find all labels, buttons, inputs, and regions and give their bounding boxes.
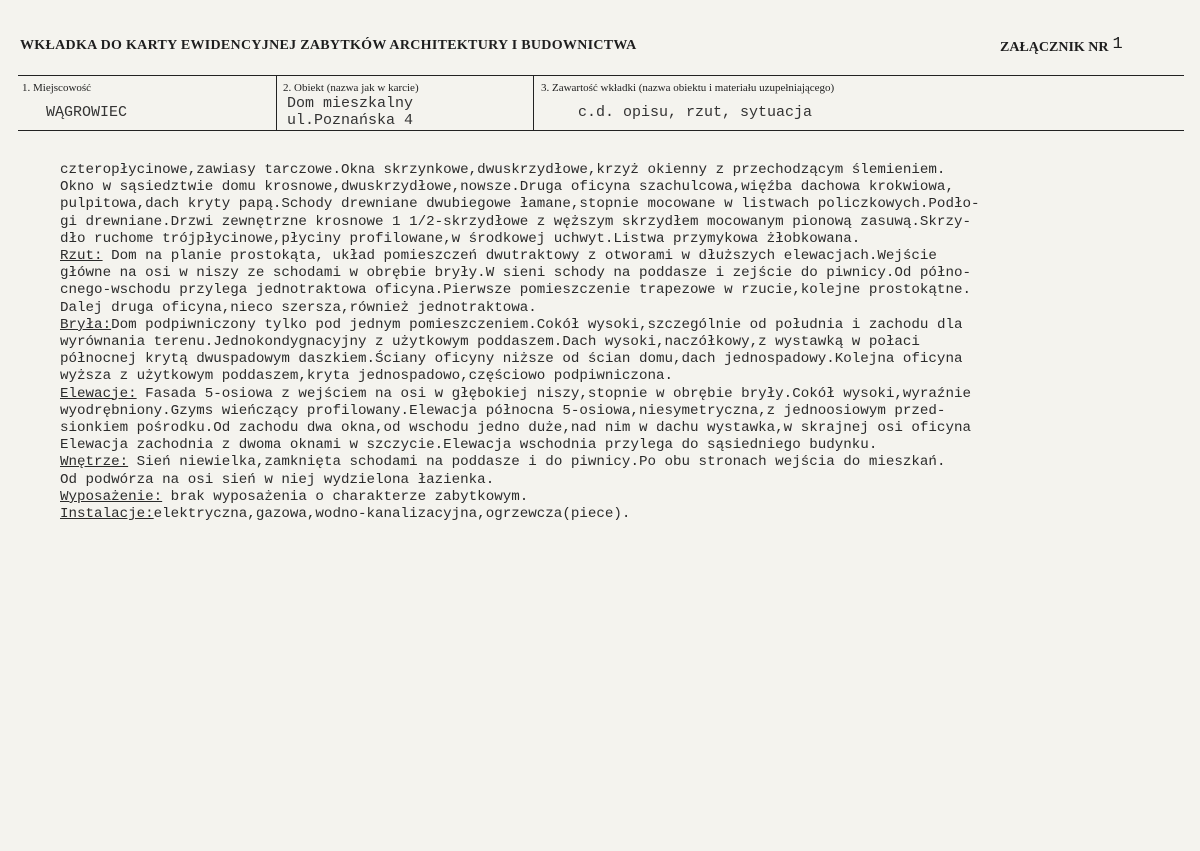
description-text <box>60 162 1180 523</box>
locality-label: 1. Miejscowość <box>22 82 92 94</box>
form-title: WKŁADKA DO KARTY EWIDENCYJNEJ ZABYTKÓW ARCHITEKTURY I BUDOWNICTWA <box>20 38 637 53</box>
text-line: północnej krytą dwuspadowym daszkiem.Ściany oficyny niższe od ścian domu,dach jednospadowy.Kolejna oficyna <box>60 351 963 368</box>
text-line <box>60 386 1180 403</box>
text-line: Dalej druga oficyna,nieco szersza,również jednotraktowa. <box>60 299 537 316</box>
text-line: główne na osi w niszy ze schodami w obrębie bryły.W sieni schody na poddasze i zejście do piwnicy.Od półno- <box>60 265 971 282</box>
text-line: wyodrębniony.Gzyms wieńczący profilowany.Elewacja północna 5-osiowa,niesymetryczna,z jednoosiowym przed- <box>60 402 946 419</box>
text-line: czteropłycinowe,zawiasy tarczowe.Okna skrzynkowe,dwuskrzydłowe,krzyż okienny z przechodzącym ślemieniem. <box>60 162 946 178</box>
text-line: Okno w sąsiedztwie domu krosnowe,dwuskrzydłowe,nowsze.Druga oficyna szachulcowa,więźba dachowa krokwiowa, <box>60 179 954 196</box>
text-line: pulpitowa,dach kryty papą.Schody drewniane dwubiegowe łamane,stopnie mocowane w listwach policzkowych.Podło- <box>60 196 980 213</box>
section-heading-bryla: Bryła: <box>60 316 112 333</box>
text-line <box>60 506 1180 523</box>
text-line <box>60 317 1180 334</box>
text-line <box>60 454 1180 471</box>
text-segment: elektryczna,gazowa,wodno-kanalizacyjna,ogrzewcza(piece). <box>153 506 631 523</box>
section-heading-elewacje: Elewacje: <box>60 385 137 402</box>
field-divider-1 <box>276 75 277 130</box>
text-line: Elewacja zachodnia z dwoma oknami w szczycie.Elewacja wschodnia przylega do sąsiedniego budynku. <box>60 437 878 454</box>
text-segment: brak wyposażenia o charakterze zabytkowym. <box>162 488 529 505</box>
object-value-line2: ul.Poznańska 4 <box>287 112 414 129</box>
section-heading-wyposazenie: Wyposażenie: <box>60 488 163 505</box>
text-line: wyrównania terenu.Jednokondygnacyjny z użytkowym poddaszem.Dach wysoki,naczółkowy,z wystawką w połaci <box>60 334 920 351</box>
text-line: gi drewniane.Drzwi zewnętrzne krosnowe 1 1/2-skrzydłowe z węższym skrzydłem mocowanym pionową zasuwą.Skrzy- <box>60 213 971 230</box>
text-segment: Sień niewielka,zamknięta schodami na poddasze i do piwnicy.Po obu stronach wejścia do mieszkań. <box>128 454 946 471</box>
text-segment: Dom na planie prostokąta, układ pomieszczeń dwutraktowy z otworami w dłuższych elewacjach.Wejście <box>102 248 937 265</box>
text-segment: Dom podpiwniczony tylko pod jednym pomieszczeniem.Cokół wysoki,szczególnie od południa i zachodu dla <box>111 316 963 333</box>
object-label: 2. Obiekt (nazwa jak w karcie) <box>283 82 419 94</box>
section-heading-rzut: Rzut: <box>60 248 103 265</box>
section-heading-instalacje: Instalacje: <box>60 506 154 523</box>
object-value-line1: Dom mieszkalny <box>287 95 414 112</box>
text-line: dło ruchome trójpłycinowe,płyciny profilowane,w środkowej uchwyt.Listwa przymykowa żłobkowana. <box>60 230 861 247</box>
header-top-rule <box>18 75 1184 76</box>
text-line: sionkiem pośrodku.Od zachodu dwa okna,od wschodu jedno duże,nad nim w dachu wystawka,w skrajnej osi oficyna <box>60 420 971 437</box>
header-bottom-rule <box>18 130 1184 131</box>
text-line: cnego-wschodu przylega jednotraktowa oficyna.Pierwsze pomieszczenie trapezowe w rzucie,kolejne prostokątne. <box>60 282 971 299</box>
annex-number <box>1000 35 1123 57</box>
text-line <box>60 248 1180 265</box>
section-heading-wnetrze: Wnętrze: <box>60 454 129 471</box>
text-line <box>60 489 1180 506</box>
text-line: Od podwórza na osi sień w niej wydzielona łazienka. <box>60 471 495 488</box>
locality-value: WĄGROWIEC <box>46 104 128 121</box>
field-divider-2 <box>533 75 534 130</box>
annex-label: ZAŁĄCZNIK NR <box>1000 40 1109 55</box>
contents-value: c.d. opisu, rzut, sytuacja <box>578 104 813 121</box>
text-line: wyższa z użytkowym poddaszem,kryta jednospadowo,częściowo podpiwniczona. <box>60 368 673 385</box>
contents-label: 3. Zawartość wkładki (nazwa obiektu i materiału uzupełniającego) <box>541 82 835 94</box>
text-segment: Fasada 5-osiowa z wejściem na osi w głębokiej niszy,stopnie w obrębie bryły.Cokół wysoki,wyraźnie <box>136 385 971 402</box>
annex-number-value: 1 <box>1112 35 1123 54</box>
